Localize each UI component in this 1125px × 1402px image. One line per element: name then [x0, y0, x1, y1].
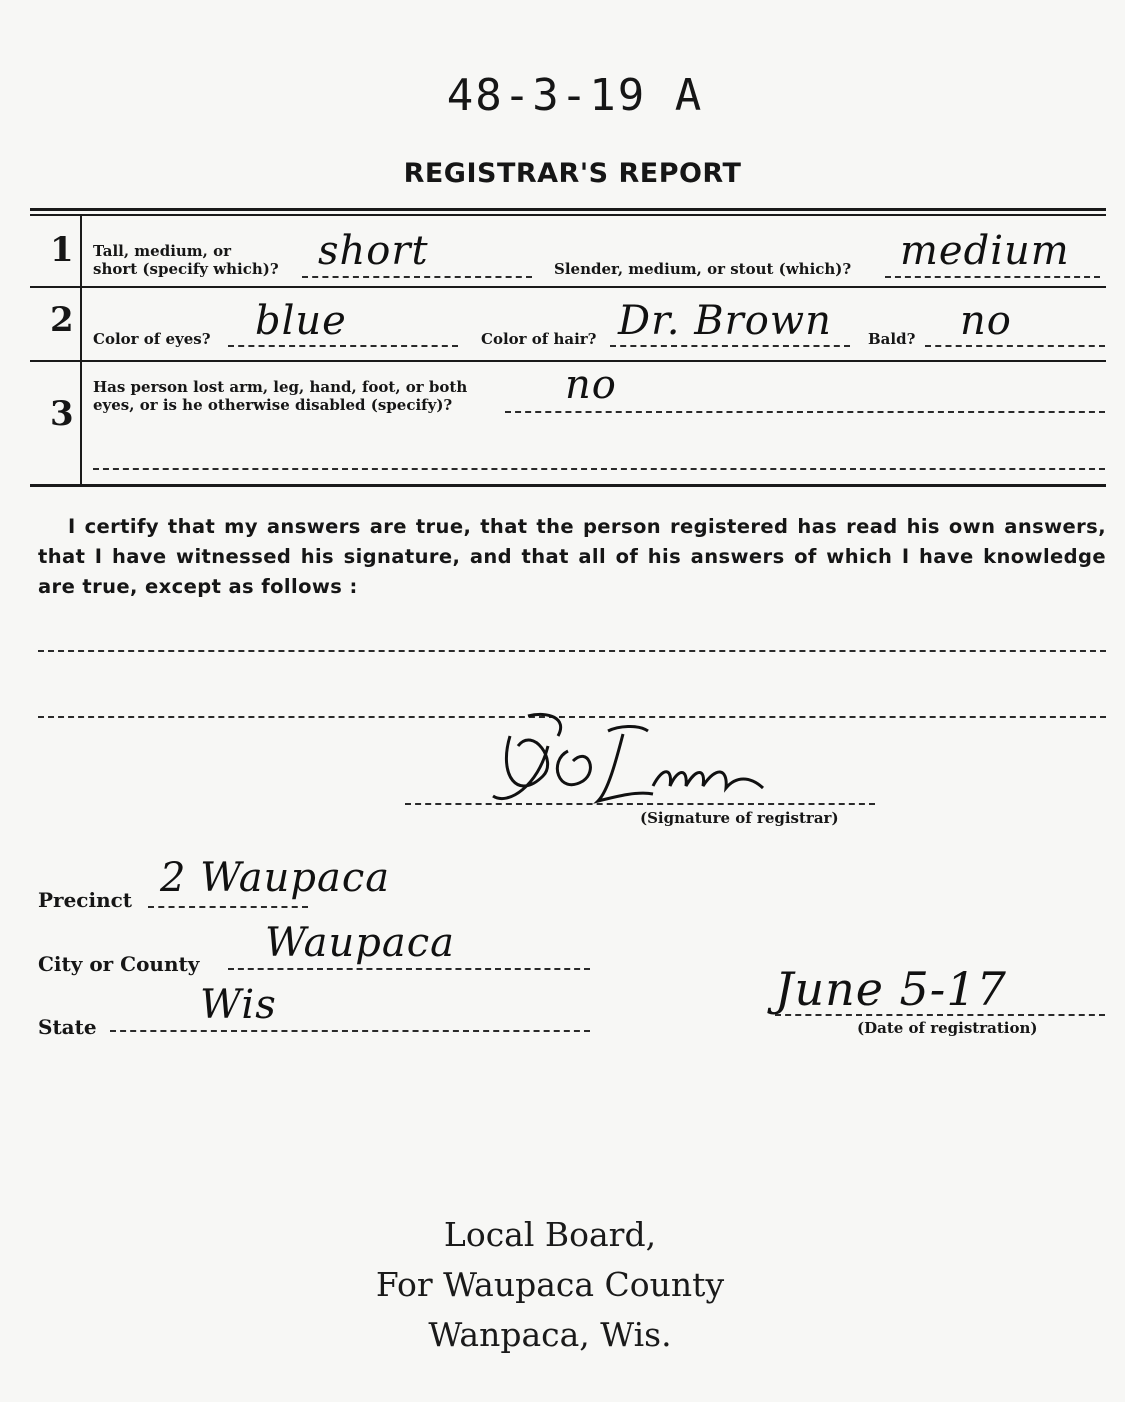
precinct-line — [148, 906, 308, 908]
exception-line-1 — [38, 650, 1106, 652]
report-title: REGISTRAR'S REPORT — [403, 158, 742, 189]
signature-caption: (Signature of registrar) — [640, 809, 839, 827]
build-answer-line — [885, 276, 1100, 278]
city-county-line — [228, 968, 590, 970]
serial-number: 48-3-19 A — [446, 70, 704, 121]
state-line — [110, 1030, 590, 1032]
signature-line — [405, 803, 875, 805]
local-board-stamp — [330, 1210, 770, 1360]
table-bottom-rule — [30, 484, 1106, 487]
city-county-label: City or County — [38, 952, 200, 976]
registration-date-caption: (Date of registration) — [857, 1019, 1038, 1037]
disability-extra-line — [93, 468, 1105, 470]
height-answer: short — [318, 228, 429, 274]
state-label: State — [38, 1015, 97, 1039]
state-value: Wis — [200, 982, 277, 1028]
row-number-3: 3 — [50, 394, 74, 434]
build-answer: medium — [900, 228, 1070, 274]
registration-date-value: June 5-17 — [775, 962, 1007, 1016]
height-answer-line — [302, 276, 532, 278]
bald-answer: no — [960, 298, 1012, 344]
disability-label-line1: Has person lost arm, leg, hand, foot, or both — [93, 378, 468, 396]
row-number-2: 2 — [50, 300, 74, 340]
row-divider-1 — [30, 286, 1106, 288]
height-label-line1: Tall, medium, or — [93, 242, 232, 260]
disability-answer-line — [505, 411, 1105, 413]
bald-label: Bald? — [868, 330, 916, 348]
hair-answer-line — [610, 345, 850, 347]
certification-text: I certify that my answers are true, that the person registered has read his own answers, that I have witnessed his signature, and that all of his answers of which I have knowledge are true, except as follows : — [38, 515, 1106, 598]
precinct-label: Precinct — [38, 888, 133, 912]
eyes-answer: blue — [255, 298, 347, 344]
hair-label: Color of hair? — [481, 330, 597, 348]
stamp-line-1: Local Board, — [443, 1215, 657, 1254]
precinct-value: 2 Waupaca — [160, 855, 391, 901]
disability-label-line2: eyes, or is he otherwise disabled (specify)? — [93, 396, 453, 414]
city-county-value: Waupaca — [265, 920, 455, 966]
row-number-1: 1 — [50, 230, 74, 270]
build-label: Slender, medium, or stout (which)? — [554, 260, 852, 278]
registration-date-line — [775, 1014, 1105, 1016]
eyes-answer-line — [228, 345, 458, 347]
number-column-divider — [80, 214, 82, 486]
table-top-rule-inner — [30, 214, 1106, 216]
bald-answer-line — [925, 345, 1105, 347]
height-label-line2: short (specify which)? — [93, 260, 279, 278]
stamp-line-2: For Waupaca County — [375, 1265, 725, 1304]
registrar-signature-image — [488, 706, 788, 816]
eyes-label: Color of eyes? — [93, 330, 211, 348]
stamp-line-3: Wanpaca, Wis. — [428, 1315, 672, 1354]
hair-answer: Dr. Brown — [618, 298, 832, 344]
disability-answer: no — [565, 362, 617, 408]
table-top-rule — [30, 208, 1106, 211]
